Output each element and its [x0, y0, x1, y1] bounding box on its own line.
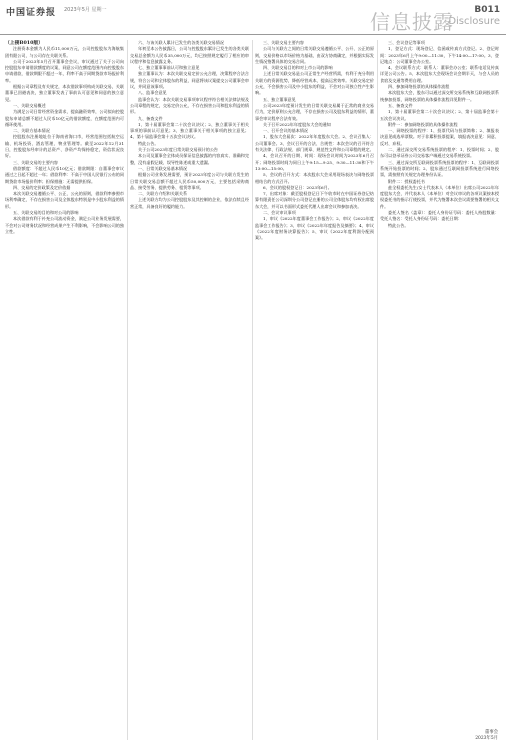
- paragraph: 六、与该关联人累计已发生的各类关联交易情况: [138, 40, 224, 45]
- paragraph: 四、参加网络投票的具体操作流程: [388, 84, 450, 90]
- paragraph: 三、会议登记等事项: [388, 40, 425, 45]
- paragraph: 四、交易的定价政策及定价依据: [13, 184, 71, 190]
- article-columns: [5, 40, 501, 740]
- section-title: 信息披露: [370, 10, 454, 34]
- paragraph: 1、第十届董事会第二十次会议决议；2、第十届监事会第十五次会议决议。: [380, 109, 499, 121]
- paragraph: 一、网络投票的程序：1、投票代码与投票简称；2、填报表决意见或选举票数。对于非累积投票提案，填报表决意见：同意、反对、弃权。: [380, 128, 499, 146]
- paragraph: 4、会议召开的日期、时间：现场会议时间为2023年6月召开；网络投票时间为同日上午9:15—9:25、9:30—11:30和下午13:00—15:00。: [255, 153, 374, 171]
- paragraph: 本次借款有利于补充公司流动资金，满足公司业务发展需要，不会对公司财务状况和经营成果产生不利影响，不会影响公司的独立性。: [5, 216, 124, 234]
- paragraph: 七、独立董事事前认可和独立意见: [138, 65, 200, 71]
- column-2: [130, 40, 249, 740]
- paragraph: 5、会议的召开方式：本次股东大会采用现场表决与网络投票相结合的方式召开。: [255, 172, 374, 184]
- paragraph: 根据公司业务发展需要，预计2023年度公司与关联方发生的日常关联交易总额不超过人民币50,000万元，主要包括采购商品、接受劳务、提供劳务、租赁等事项。: [130, 172, 249, 190]
- paragraph: 本次股东大会，股东可以通过深交所交易系统和互联网投票系统参加投票，网络投票的具体操作流程详见附件一。: [380, 90, 499, 102]
- paragraph: 年初至本公告披露日，公司与控股股东累计已发生的各类关联交易总金额为人民币35,000万元，均已按照规定履行了相应的审议程序和信息披露义务。: [130, 46, 249, 64]
- paragraph: 二、会议审议事项: [263, 210, 296, 216]
- page-number: B011: [474, 5, 500, 15]
- paragraph: 二、关联方基本情况: [13, 128, 50, 134]
- column-3: [255, 40, 374, 740]
- paragraph: 三、通过深交所互联网投票系统投票的程序：1、互联网投票系统开始投票的时间；2、股东通过互联网投票系统进行网络投票，需按照有关规定办理身份认证。: [380, 159, 499, 178]
- section-title-en: Disclosure: [448, 16, 500, 27]
- paragraph: 关于公司2023年度日常关联交易预计的公告: [138, 147, 219, 153]
- paragraph: 注册资本金额为人民币11,000万元，公司控股股东为海航集团有限公司，与公司存在关联关系。: [5, 46, 124, 58]
- paragraph: 二、通过深交所交易系统投票的程序：1、投票时间；2、股东可以登录证券公司交易客户端通过交易系统投票。: [380, 147, 499, 159]
- paragraph: 一、关联交易概述: [13, 102, 46, 108]
- paragraph: 附件一：参加网络投票的具体操作流程: [388, 121, 458, 127]
- paragraph: 1、登记方式：现场登记、信函或传真方式登记。2、登记时间：2023年6月上午9:00—11:30，下午14:00—17:00。3、登记地点：公司董事会办公室。: [380, 46, 499, 64]
- paragraph: 控股股东注册地址位于海南省海口市，经营范围包括航空运输、机场投资、酒店管理、物业管理等。截至2022年12月31日，控股股东经审计的总资产、净资产均保持稳定，资信状况良好。: [5, 134, 124, 159]
- paragraph: 公司与关联方之间的日常关联交易遵循公平、公开、公正的原则，交易价格以市场价格为基础，由双方协商确定，并根据实际发生情况签署具体的交易合同。: [255, 46, 374, 64]
- paragraph: 三、关联交易主要内容: [263, 40, 304, 45]
- signature-line: 董事会: [484, 730, 498, 735]
- paragraph: 二、关联方介绍和关联关系: [138, 191, 188, 197]
- paragraph: 关于召开2022年年度股东大会的通知: [263, 121, 331, 127]
- paragraph: 公司2023年度预计发生的日常关联交易属于正常的商业交易行为，定价原则公允合理，不存在损害公司及股东利益的情形，董事会审议程序合法有效。: [255, 102, 374, 121]
- paragraph: 1、第十届董事会第二十次会议决议；2、独立董事关于相关事项的事前认可意见；3、独立董事关于相关事项的独立意见；4、第十届监事会第十五次会议决议。: [130, 121, 249, 140]
- paragraph: 一、日常关联交易基本情况: [138, 165, 188, 171]
- paragraph: 委托人签名（盖章）：委托人身份证号码：委托人持股数量：受托人签名：受托人身份证号码：委托日期：: [380, 210, 499, 222]
- paragraph: 五、独立董事意见: [263, 96, 296, 102]
- signature-date: 2023年5月: [475, 736, 498, 741]
- paragraph: 监事会认为：本次关联交易事项审议程序符合相关法律法规及公司章程的规定，交易定价公允，不存在损害公司和股东利益的情形。: [130, 96, 249, 115]
- paragraph: 一、召开会议的基本情况: [263, 128, 309, 134]
- column-1: [5, 40, 124, 740]
- page-header: [0, 0, 506, 35]
- paragraph: 五、关联交易的目的和对公司的影响: [13, 210, 79, 216]
- column-4: [380, 40, 499, 740]
- paragraph: 借款额度：不超过人民币10亿元；借款期限：自董事会审议通过之日起不超过一年；借款利率：不高于中国人民银行公布的同期贷款市场报价利率；担保措施：无需提供担保。: [5, 165, 124, 184]
- paragraph: 6、会议的股权登记日：2023年6月。: [263, 184, 332, 190]
- paragraph: 五、备查文件: [388, 102, 413, 108]
- paragraph: 上述关联方均为公司控股股东及其控制的企业，依法存续且经营正常，具备良好的履约能力。: [130, 197, 249, 209]
- paragraph: 附件二：授权委托书: [388, 178, 425, 184]
- paragraph: 九、备查文件: [138, 115, 163, 121]
- paragraph: 本公司及董事会全体成员保证信息披露的内容真实、准确和完整，没有虚假记载、误导性陈述或重大遗漏。: [130, 153, 249, 165]
- paragraph: 上述日常关联交易是公司正常生产经营所需，有利于充分利用关联方的资源优势，降低经营成本，提高运营效率。关联交易定价公允，不会损害公司及中小股东的利益，不会对公司独立性产生影响。: [255, 71, 374, 96]
- masthead: 中国证券报: [6, 8, 57, 18]
- paragraph: 1、股东大会届次：2022年年度股东大会。2、会议召集人：公司董事会。3、会议召开的合法、合规性：本次会议的召开符合有关法律、行政法规、部门规章、规范性文件和公司章程的规定。: [255, 134, 374, 153]
- paragraph: 1、审议《2022年度董事会工作报告》；2、审议《2022年度监事会工作报告》；3、审议《2022年年度报告及摘要》；4、审议《2022年度财务决算报告》；5、审议《2022年度利润分配预案》。: [255, 216, 374, 241]
- signature-block: [475, 730, 498, 742]
- continued-label: （上接B010版）: [5, 40, 44, 46]
- paragraph: 为满足公司日常经营资金需求，提高融资效率，公司拟向控股股东申请总额不超过人民币10亿元的借款额度，在额度范围内可循环使用。: [5, 109, 124, 127]
- paragraph: 4、会议联系方式：联系人：董事会办公室；联系电话及传真详见公司公告。5、本次股东大会现场会议会期半天，与会人员的食宿及交通等费用自理。: [380, 65, 499, 83]
- paragraph: 四、关联交易目的和对上市公司的影响: [263, 65, 333, 71]
- paragraph: 独立董事认为：本次关联交易定价公允合理，决策程序合法合规，符合公司和全体股东的利益，同意将该议案提交公司董事会审议，并同意该事项。: [130, 71, 249, 90]
- paragraph: 公司于2023年5月召开董事会会议，审议通过了关于公司向控股股东申请借款额度的议案，同意公司在额度范围内向控股股东申请借款，借款期限不超过一年，利率不高于同期贷款市场报价利率。: [5, 58, 124, 83]
- paragraph: 八、监事会意见: [138, 90, 167, 96]
- paragraph: 特此公告。: [388, 222, 409, 228]
- paragraph: 特此公告。: [138, 140, 159, 146]
- issue-date: 2023年5月 星期一: [64, 7, 107, 13]
- paragraph: 根据公司章程及有关规定，本次借款事项构成关联交易，关联董事已回避表决，独立董事发表了事前认可意见和同意的独立意见。: [5, 84, 124, 102]
- paragraph: 7、出席对象：截至股权登记日下午收市时在中国证券登记结算有限责任公司深圳分公司登记在册的公司全体股东均有权出席股东大会，并可以书面形式委托代理人出席会议和参加表决。: [255, 191, 374, 209]
- paragraph: 兹全权委托先生/女士代表本人（本单位）出席公司2022年年度股东大会，并代表本人（本单位）对会议审议的各项议案按本授权委托书的指示行使投票，并代为签署本次会议需要签署的相关文件。: [380, 184, 499, 209]
- paragraph: 三、关联交易的主要内容: [13, 159, 59, 165]
- paragraph: 本次关联交易遵循公平、公正、公允的原则，借款利率参照市场利率确定，不存在损害公司及全体股东特别是中小股东利益的情形。: [5, 191, 124, 209]
